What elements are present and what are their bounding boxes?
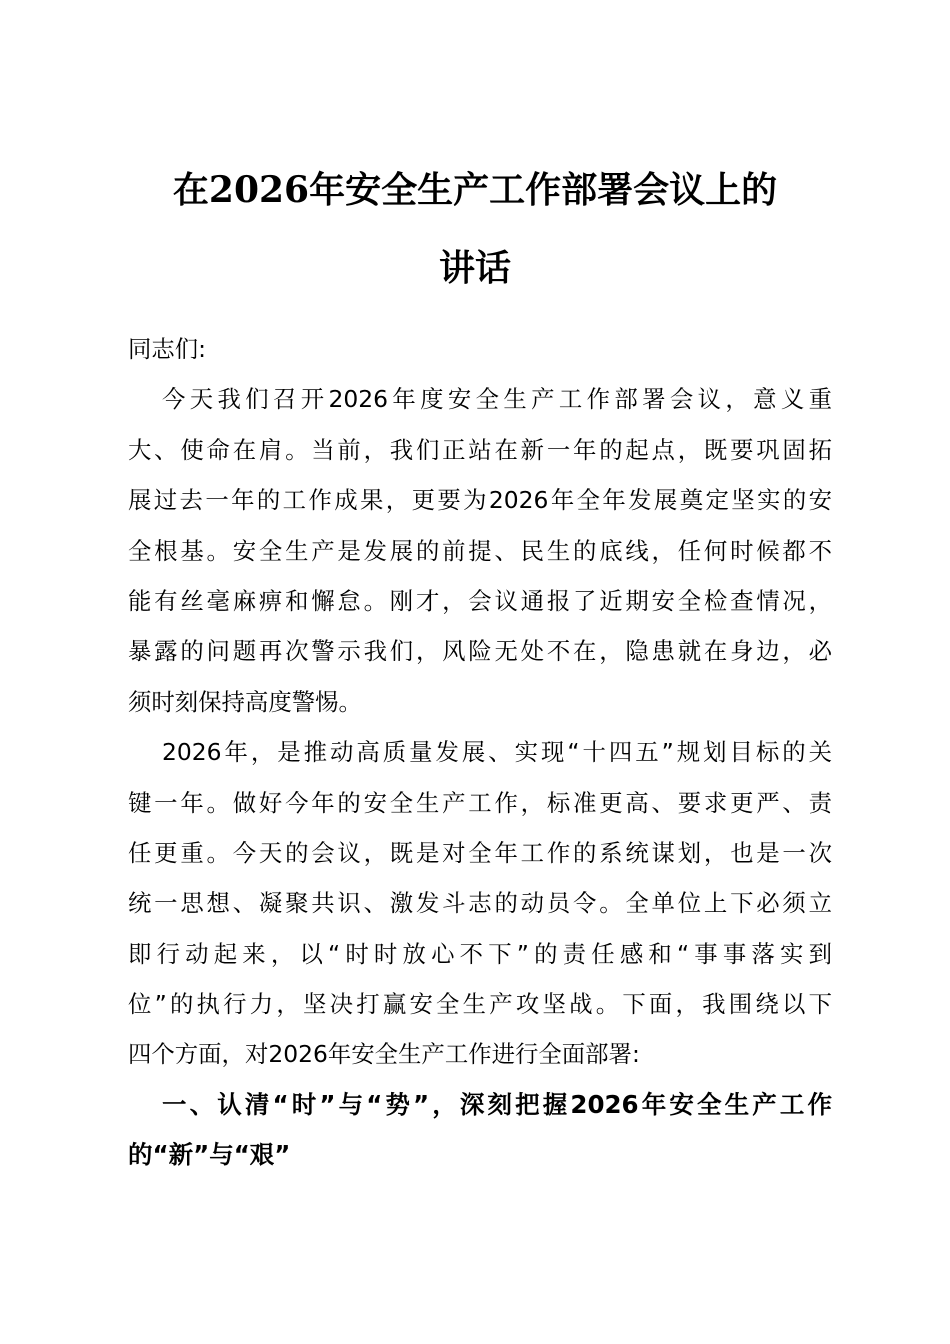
paragraph-line: 今天我们召开2026年度安全生产工作部署会议，意义重 (162, 385, 832, 414)
paragraph-line: 展过去一年的工作成果，更要为2026年全年发展奠定坚实的安 (128, 486, 832, 515)
section-heading-line: 一、认清“时”与“势”，深刻把握2026年安全生产工作 (162, 1089, 832, 1119)
paragraph-1 (128, 374, 832, 727)
paragraph-line: 键一年。做好今年的安全生产工作，标准更高、要求更严、责 (128, 788, 832, 817)
paragraph-line: 即行动起来，以“时时放心不下”的责任感和“事事落实到 (128, 939, 832, 968)
section-heading-line: 的“新”与“艰” (128, 1140, 291, 1170)
document-title-line-2: 讲话 (438, 247, 511, 289)
paragraph-line: 2026年，是推动高质量发展、实现“十四五”规划目标的关 (162, 738, 832, 767)
paragraph-2 (128, 727, 832, 1080)
paragraph-line: 位”的执行力，坚决打赢安全生产攻坚战。下面，我围绕以下 (128, 990, 832, 1019)
paragraph-line: 暴露的问题再次警示我们，风险无处不在，隐患就在身边，必 (128, 637, 832, 666)
salutation: 同志们: (128, 335, 207, 363)
document-body (128, 324, 832, 1181)
paragraph-line: 大、使命在肩。当前，我们正站在新一年的起点，既要巩固拓 (128, 435, 832, 464)
paragraph-line: 须时刻保持高度警惕。 (128, 687, 362, 716)
section-heading-1 (128, 1080, 832, 1181)
paragraph-line: 任更重。今天的会议，既是对全年工作的系统谋划，也是一次 (128, 838, 832, 867)
paragraph-line: 能有丝毫麻痹和懈怠。刚才，会议通报了近期安全检查情况， (128, 586, 832, 615)
document-title-line-1: 在2026年安全生产工作部署会议上的 (172, 169, 778, 211)
paragraph-line: 四个方面，对2026年安全生产工作进行全面部署: (128, 1040, 640, 1069)
paragraph-line: 统一思想、凝聚共识、激发斗志的动员令。全单位上下必须立 (128, 889, 832, 918)
paragraph-line: 全根基。安全生产是发展的前提、民生的底线，任何时候都不 (128, 536, 832, 565)
